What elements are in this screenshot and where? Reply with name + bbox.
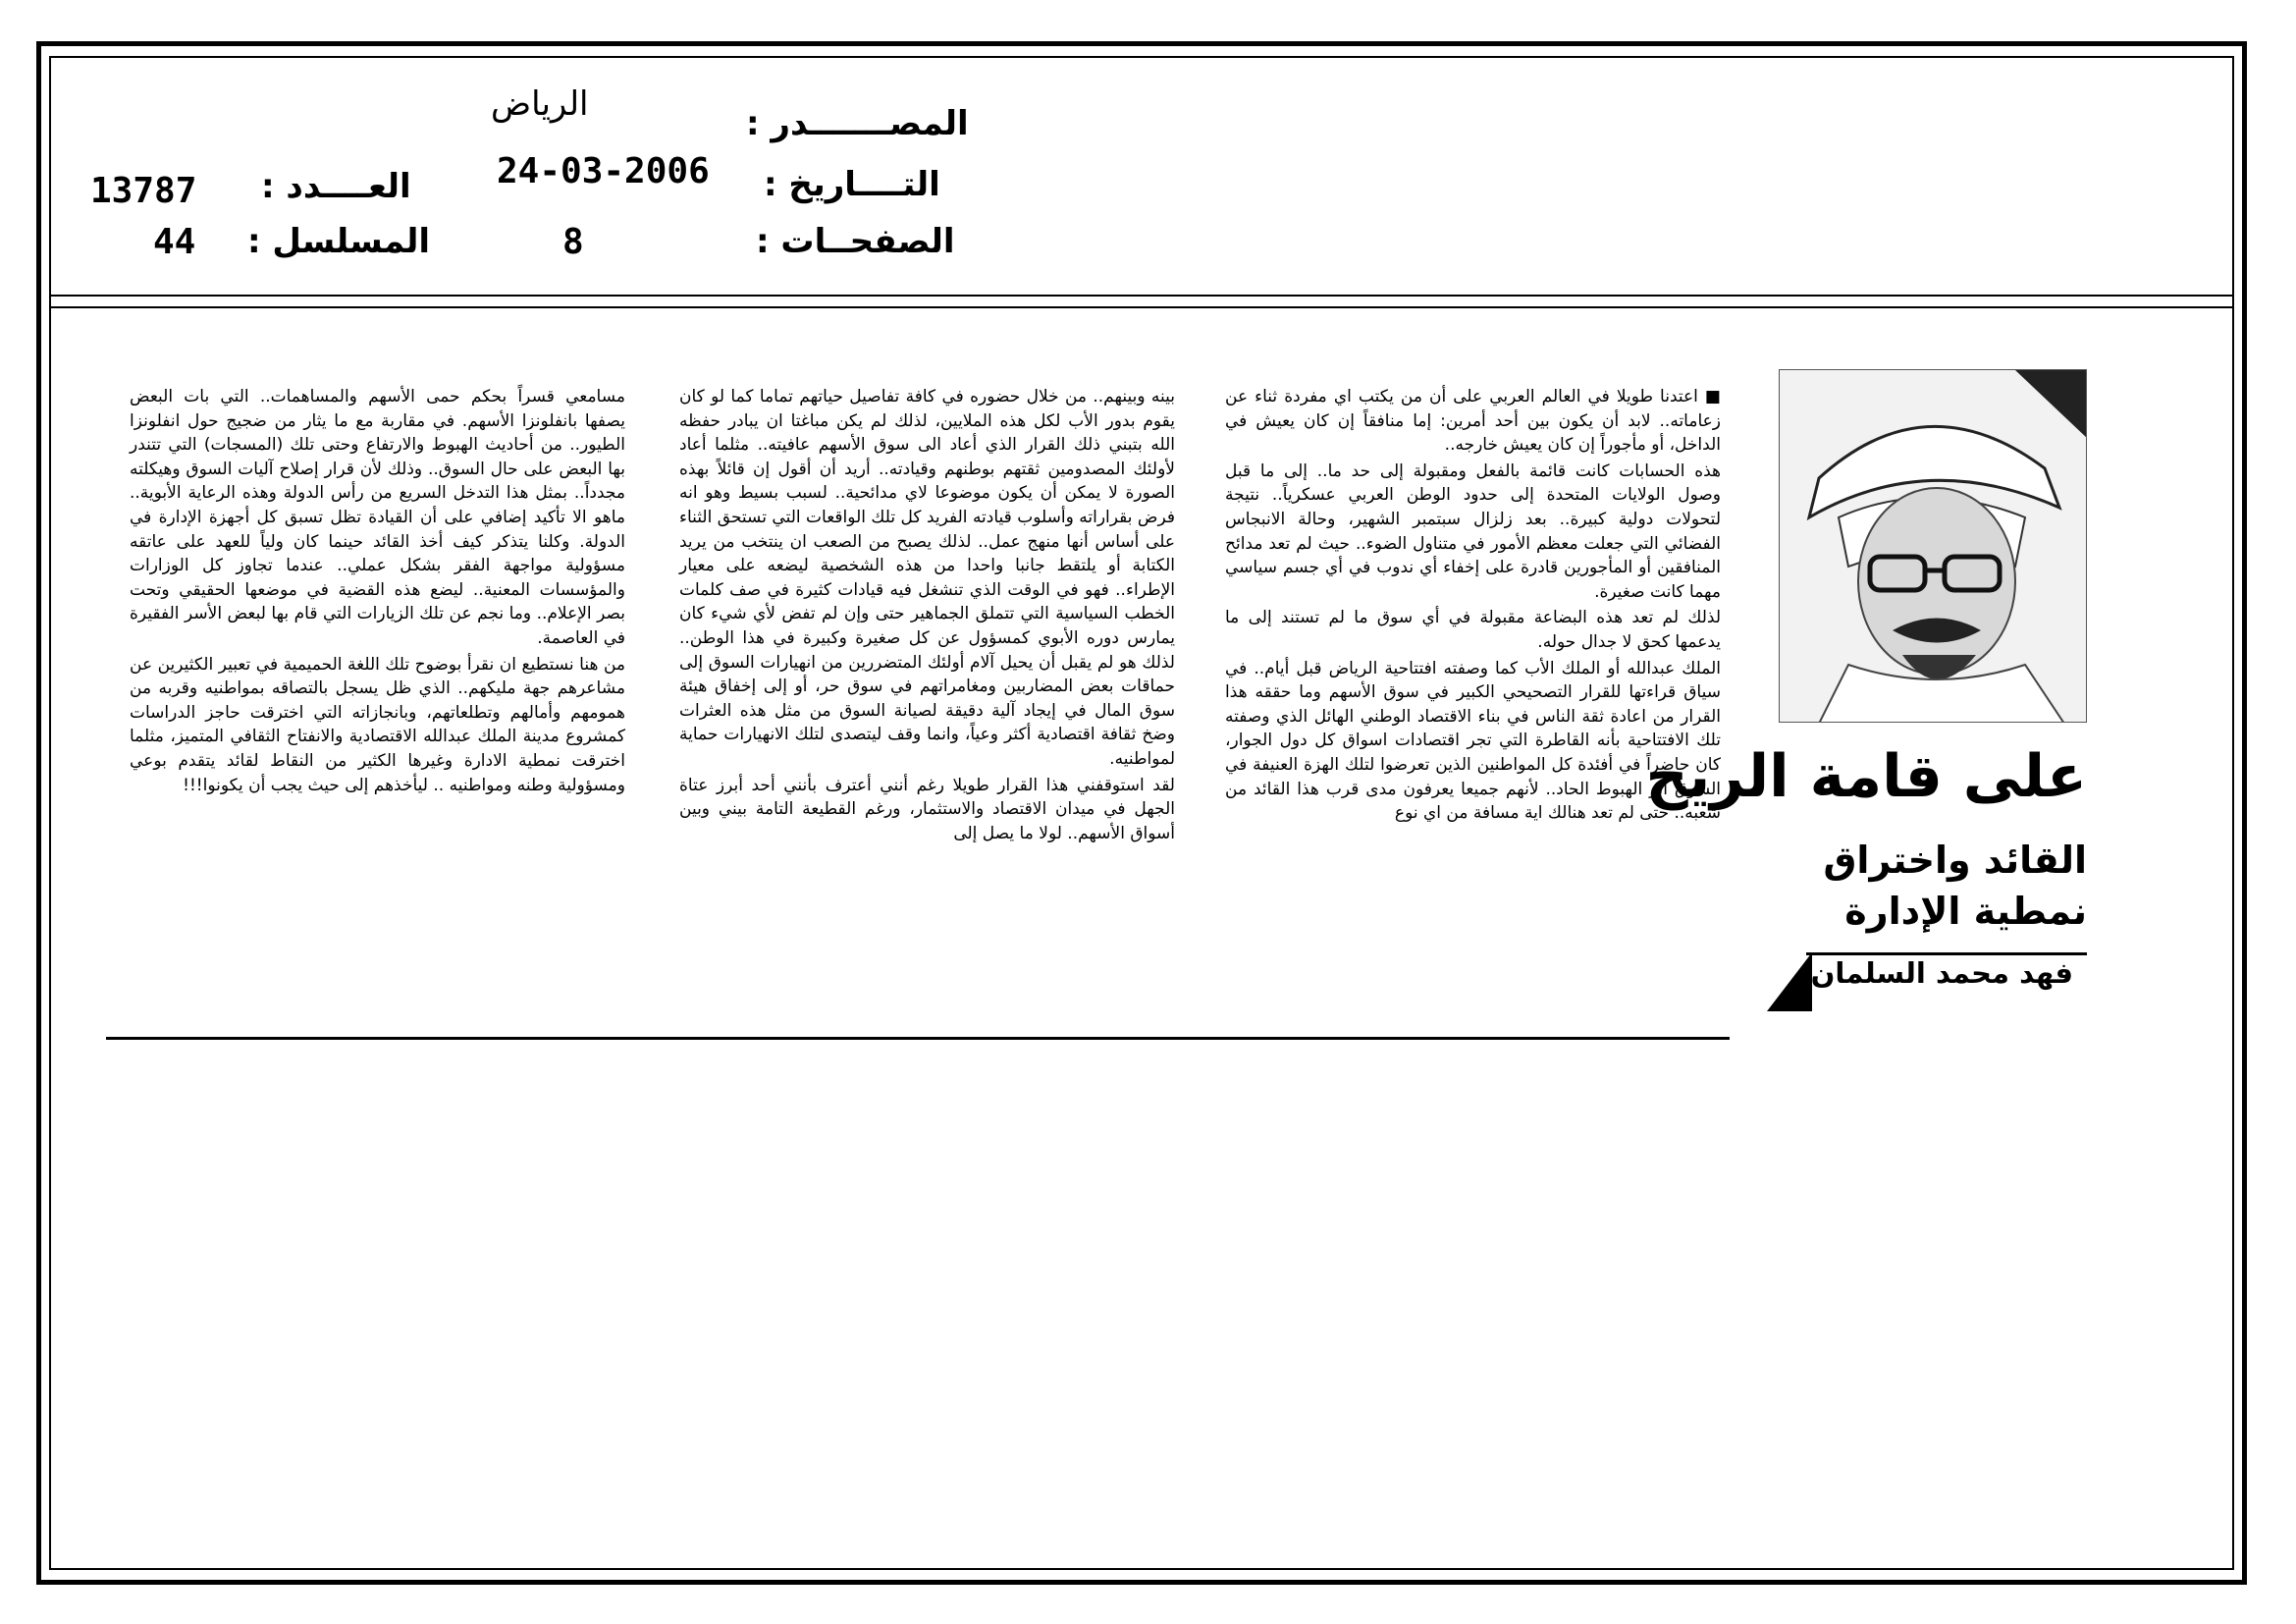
author-byline: [1767, 948, 2087, 1011]
paragraph: بينه وبينهم.. من خلال حضوره في كافة تفاصيل حياتهم تماما كما لو كان يقوم بدور الأب لكل هذه الملايين، لذلك لم يكن مباغتا ان يبادر حفظه الله بتبني ذلك القرار الذي أعاد الى سوق الأسهم عافيته.. مثلما أعاد لأولئك المصدومين ثقتهم بوطنهم وقيادته.. أريد أن أقول إن قائلاً بهذه الصورة لا يمكن أن يكون موضوعا لاي مدائحية.. لسبب بسيط وهو انه فرض بقراراته وأسلوب قيادته الفريد كل تلك الواقعات التي تستحق الثناء على أساس أنها منهج عمل.. لذلك يصبح من الصعب ان ينتخب من يريد الكتابة أو يلتقط جانبا واحدا من هذه الشخصية ليضعه على معيار الإطراء.. فهو في الوقت الذي تنشغل فيه قيادات كثيرة في صف كلمات الخطب السياسية التي تتملق الجماهير حتى وإن لم تفض لأي شيء كان يمارس دوره الأبوي كمسؤول عن كل صغيرة وكبيرة في هذا الوطن.. لذلك هو لم يقبل أن يحيل آلام أولئك المتضررين من انهيارات السوق إلى حماقات بعض المضاربين ومغامراتهم في سوق حر، أو إلى إخفاق هيئة سوق المال في إيجاد آلية دقيقة لصيانة السوق من مثل هذه العثرات وضخ ثقافة اقتصادية أكثر وعياً، وانما وقف ليتصدى لتلك الانهيارات حماية لمواطنيه.: [679, 387, 1175, 769]
paragraph: لذلك لم تعد هذه البضاعة مقبولة في أي سوق ما لم تستند إلى ما يدعمها كحق لا جدال حوله.: [1225, 608, 1721, 652]
byline-rule: [1806, 952, 2087, 955]
header-divider: [49, 295, 2234, 297]
author-photo: [1779, 369, 2087, 723]
article-bottom-rule: [106, 1037, 1730, 1040]
pages-value: 8: [562, 222, 584, 262]
article-column-2: [679, 385, 1175, 847]
article-headline: [1787, 835, 2087, 937]
column-title: على قامة الريح: [1645, 742, 2087, 811]
paragraph: من هنا نستطيع ان نقرأ بوضوح تلك اللغة الحميمية في تعبير الكثيرين عن مشاعرهم جهة مليكهم.. الذي ظل يسجل بالتصاقه بمواطنيه وقربه من همومهم وأمالهم وتطلعاتهم، وبانجازاته التي اخترقت حاجز الدراسات كمشروع مدينة الملك عبدالله الاقتصادية والانفتاح الثقافي المتميز، مثلما اخترقت نمطية الادارة وغيرها الكثير من النقاط لقائد يتقدم بوعي ومسؤولية وطنه ومواطنيه .. ليأخذهم إلى حيث يجب أن يكونوا!!!: [130, 654, 625, 795]
issue-label: العــــدد :: [261, 167, 411, 206]
source-label: المصـــــــدر :: [746, 104, 969, 143]
paragraph: هذه الحسابات كانت قائمة بالفعل ومقبولة إلى حد ما.. إلى ما قبل وصول الولايات المتحدة إلى حدود الوطن العربي عسكرياً.. نتيجة لتحولات دولية كبيرة.. بعد زلزال سبتمبر الشهير، وحالة الانبجاس الفضائي التي جعلت معظم الأمور في متناول الضوء.. حيث لم تعد مدائح المنافقين أو المأجورين قادرة على إخفاء أي ندوب في أي جسم سياسي مهما كانت صغيرة.: [1225, 460, 1721, 602]
source-value: الرياض: [491, 84, 589, 124]
paragraph: لقد استوقفني هذا القرار طويلا رغم أنني أعترف بأنني أحد أبرز عتاة الجهل في ميدان الاقتصاد والاستثمار، ورغم القطيعة التامة بيني وبين أسواق الأسهم.. لولا ما يصل إلى: [679, 775, 1175, 843]
paragraph: الملك عبدالله أو الملك الأب كما وصفته افتتاحية الرياض قبل أيام.. في سياق قراءتها للقرار التصحيحي الكبير في سوق الأسهم وما حققه هذا القرار من اعادة ثقة الناس في بناء الاقتصاد الوطني الهائل الذي وصفته تلك الافتتاحية بأنه القاطرة التي تجر اقتصادات اسواق كل دول الجوار، كان حاضراً في أفئدة كل المواطنين الذين تعرضوا لتلك الهزة العنيفة في السوق اثر الهبوط الحاد.. لأنهم جميعا يعرفون مدى قرب هذا القائد من شعبه.. حتى لم تعد هنالك اية مسافة من اي نوع: [1225, 658, 1721, 824]
article-column-3: [130, 385, 625, 799]
header-divider-secondary: [49, 306, 2234, 308]
headline-line-2: نمطية الإدارة: [1844, 890, 2087, 933]
headline-line-1: القائد واختراق: [1823, 839, 2087, 882]
paragraph: ■ اعتدنا طويلا في العالم العربي على أن من يكتب اي مفردة ثناء عن زعاماته.. لابد أن يكون بين أحد أمرين: إما منافقاً إن كان يعيش في الداخل، أو مأجوراً إن كان يعيش خارجه..: [1225, 387, 1721, 456]
byline-corner-icon: [1767, 952, 1812, 1015]
pages-label: الصفحــات :: [756, 222, 955, 261]
author-name: فهد محمد السلمان: [1810, 956, 2073, 990]
serial-value: 44: [153, 222, 196, 262]
date-label: التــــاريخ :: [764, 165, 940, 204]
date-value: 24-03-2006: [497, 151, 710, 191]
author-portrait-icon: [1780, 370, 2087, 723]
issue-value: 13787: [90, 171, 197, 211]
paragraph: مسامعي قسراً بحكم حمى الأسهم والمساهمات.. التي بات البعض يصفها بانفلونزا الأسهم. في مقاربة مع ما يثار من ضجيج حول انفلونزا الطيور.. من أحاديث الهبوط والارتفاع وحتى تلك (المسجات) التي تتندر بها البعض على حال السوق.. وذلك لأن قرار إصلاح آليات السوق وهيكلته مجدداً.. بمثل هذا التدخل السريع من رأس الدولة وهذه الرعاية الأبوية.. ماهو الا تأكيد إضافي على أن القيادة تظل تسبق كل أجهزة الإدارة في الدولة. وكلنا يتذكر كيف أخذ القائد حينما كان ولياً للعهد على عاتقه مسؤولية مواجهة الفقر بشكل عملي.. عندما تجاوز كل الوزارات والمؤسسات المعنية.. ليضع هذه القضية في موضعها الحقيقي وتحت بصر الإعلام.. وما نجم عن تلك الزيارات التي قام بها لبعض الأسر الفقيرة في العاصمة.: [130, 387, 625, 648]
serial-label: المسلسل :: [247, 222, 431, 261]
